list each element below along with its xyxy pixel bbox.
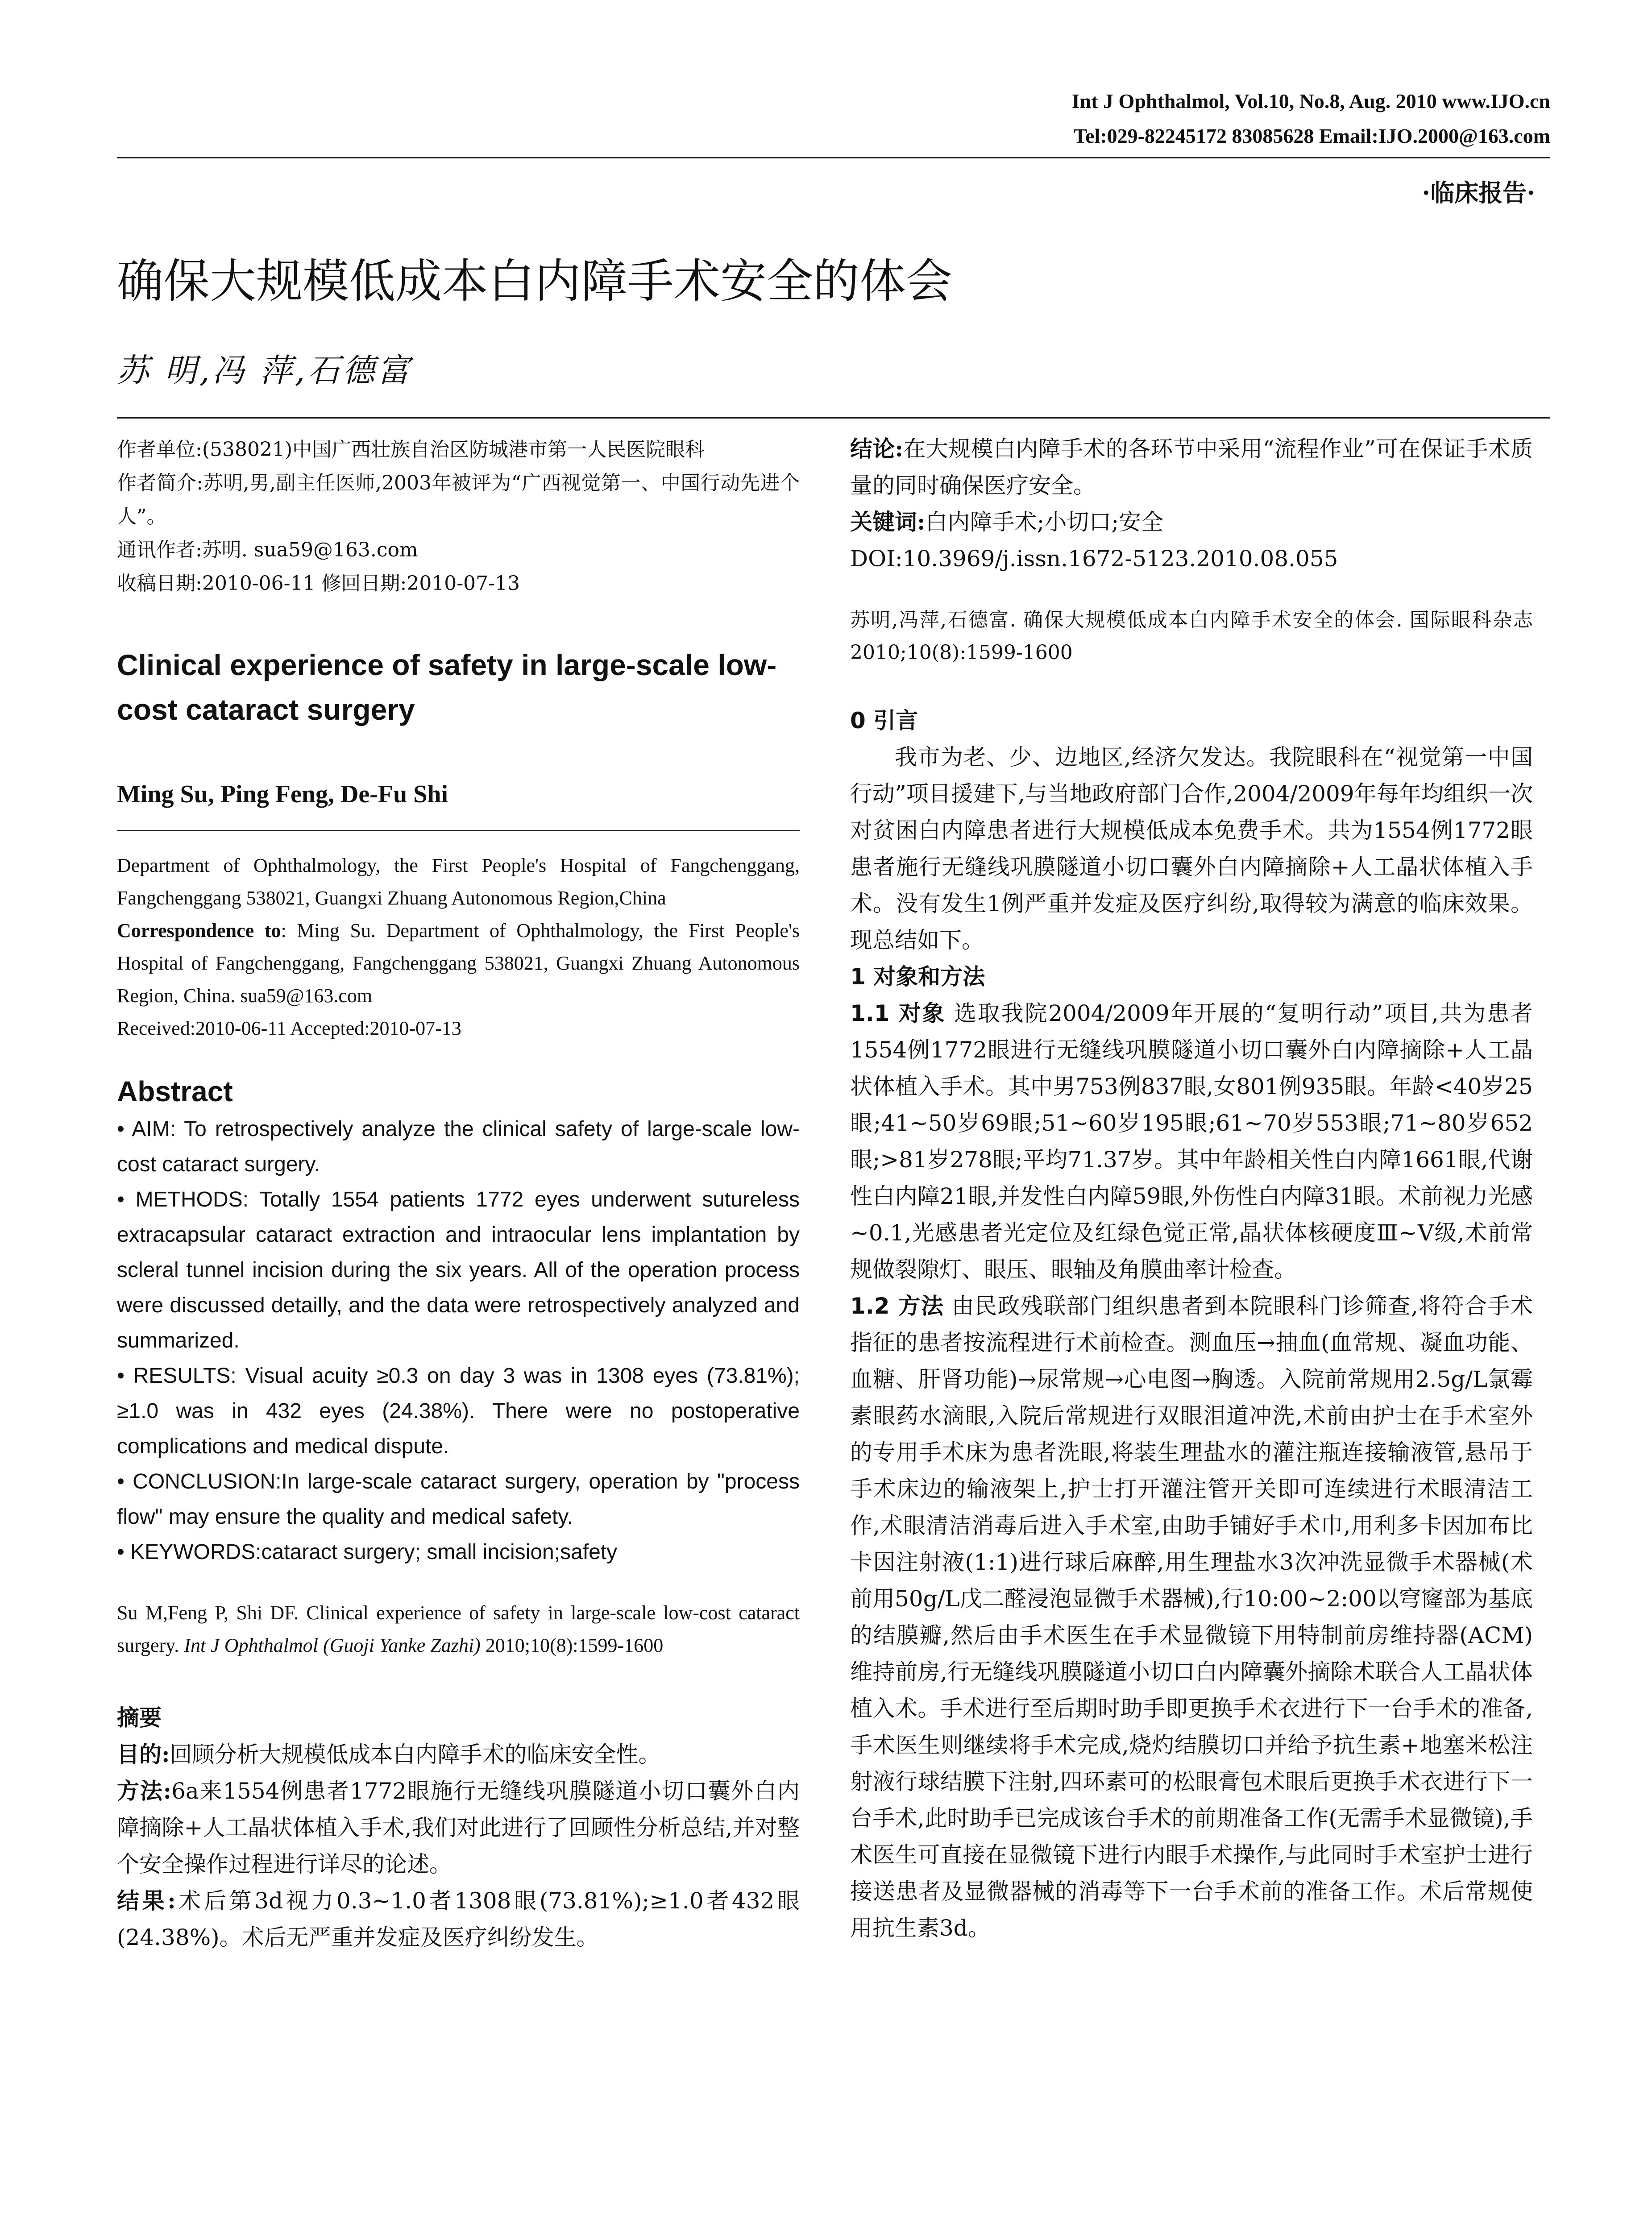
methods-text: 6a来1554例患者1772眼施行无缝线巩膜隧道小切口囊外白内障摘除+人工晶状体植入手术,我们对此进行了回顾性分析总结,并对整个安全操作过程进行详尽的论述。	[117, 1778, 800, 1877]
objective-label: 目的:	[117, 1741, 170, 1767]
received-en: Received:2010-06-11 Accepted:2010-07-13	[117, 1017, 461, 1039]
conclusion-text: 在大规模白内障手术的各环节中采用“流程作业”可在保证手术质量的同时确保医疗安全。	[850, 436, 1533, 498]
zhaiyao-conclusion	[850, 431, 1533, 504]
section-1-2-text: 由民政残联部门组织患者到本院眼科门诊筛查,将符合手术指征的患者按流程进行术前检查。测血压→抽血(血常规、凝血功能、血糖、肝肾功能)→尿常规→心电图→胸透。入院前常规用2.5g/L氯霉素眼药水滴眼,入院后常规进行双眼泪道冲洗,术前由护士在手术室外的专用手术床为患者洗眼,将装生理盐水的灌注瓶连接输液管,悬吊于手术床边的输液架上,护士打开灌注管开关即可连续进行术眼清洁工作,术眼清洁消毒后进入手术室,由助手铺好手术巾,用利多卡因加布比卡因注射液(1:1)进行球后麻醉,用生理盐水3次冲洗显微手术器械(术前用50g/L戊二醛浸泡显微手术器械),行10:00~2:00以穹窿部为基底的结膜瓣,然后由手术医生在手术显微镜下用特制前房维持器(ACM)维持前房,行无缝线巩膜隧道小切口白内障囊外摘除术联合人工晶状体植入术。手术进行至后期时助手即更换手术衣进行下一台手术的准备,手术医生则继续将手术完成,烧灼结膜切口并给予抗生素+地塞米松注射液行球结膜下注射,四环素可的松眼膏包术眼后更换手术衣进行下一台手术,此时助手已完成该台手术的前期准备工作(无需手术显微镜),手术医生可直接在显微镜下进行内眼手术操作,与此同时手术室护士进行接送患者及显微器械的消毒等下一台手术前的准备工作。术后常规使用抗生素3d。	[850, 1293, 1533, 1941]
results-label: 结果:	[117, 1887, 176, 1914]
abstract-methods: • METHODS: Totally 1554 patients 1772 eyes underwent sutureless extracapsular cataract extraction and intraocular lens implantation by scleral tunnel incision during the six years. All of the operation process were discussed detailly, and the data were retrospectively analyzed and summarized.	[117, 1188, 800, 1352]
citation-cn: 苏明,冯萍,石德富. 确保大规模低成本白内障手术安全的体会. 国际眼科杂志 2010;10(8):1599-1600	[850, 609, 1533, 664]
corresponding-author-cn: 通讯作者:苏明. sua59@163.com	[117, 539, 418, 561]
keywords-label: 关键词:	[850, 509, 926, 535]
left-column	[117, 433, 800, 1956]
correspondence-text: : Ming Su. Department of Ophthalmology, the First People's Hospital of Fangchenggang, Fangchenggang 538021, Guangxi Zhuang Autonomous Region, China. sua59@163.com	[117, 920, 800, 1007]
abstract-aim: • AIM: To retrospectively analyze the clinical safety of large-scale low-cost cataract surgery.	[117, 1117, 800, 1176]
abstract-conclusion: • CONCLUSION:In large-scale cataract surgery, operation by "process flow" may ensure the quality and medical safety.	[117, 1470, 800, 1529]
abstract-results: • RESULTS: Visual acuity ≥0.3 on day 3 was in 1308 eyes (73.81%); ≥1.0 was in 432 eyes (24.38%). There were no postoperative complications and medical dispute.	[117, 1364, 800, 1458]
author-rule	[117, 830, 800, 831]
citation-en-journal: Int J Ophthalmol (Guoji Yanke Zazhi)	[184, 1634, 481, 1656]
journal-citation-line: Int J Ophthalmol, Vol.10, No.8, Aug. 2010 www.IJO.cn	[1071, 90, 1550, 112]
authors-en: Ming Su, Ping Feng, De-Fu Shi	[117, 780, 448, 808]
right-column	[850, 431, 1533, 1946]
objective-text: 回顾分析大规模低成本白内障手术的临床安全性。	[170, 1742, 661, 1767]
zhaiyao-heading: 摘要	[117, 1705, 162, 1731]
author-affiliation-cn: 作者单位:(538021)中国广西壮族自治区防城港市第一人民医院眼科	[117, 438, 705, 461]
citation-en	[117, 1597, 800, 1662]
citation-en-authors: Su M,Feng P, Shi DF. Clinical experience of safety in large-scale low-cost cataract surgery.	[117, 1602, 800, 1656]
section-1-1-text: 选取我院2004/2009年开展的“复明行动”项目,共为患者1554例1772眼进行无缝线巩膜隧道小切口囊外白内障摘除+人工晶状体植入手术。其中男753例837眼,女801例935眼。年龄<40岁25眼;41~50岁69眼;51~60岁195眼;61~70岁553眼;71~80岁652眼;>81岁278眼;平均71.37岁。其中年龄相关性白内障1661眼,代谢性白内障21眼,并发性白内障59眼,外伤性白内障31眼。术前视力光感~0.1,光感患者光定位及红绿色觉正常,晶状体核硬度Ⅲ~Ⅴ级,术前常规做裂隙灯、眼压、眼轴及角膜曲率计检查。	[850, 1000, 1533, 1282]
keywords-text: 白内障手术;小切口;安全	[925, 509, 1164, 535]
results-text: 术后第3d视力0.3~1.0者1308眼(73.81%);≥1.0者432眼(24.38%)。术后无严重并发症及医疗纠纷发生。	[117, 1888, 800, 1950]
paper-title-cn: 确保大规模低成本白内障手术安全的体会	[117, 254, 953, 308]
section-0-text: 我市为老、少、边地区,经济欠发达。我院眼科在“视觉第一中国行动”项目援建下,与当地政府部门合作,2004/2009年每年均组织一次对贫困白内障患者进行大规模低成本免费手术。共为1554例1772眼患者施行无缝线巩膜隧道小切口囊外白内障摘除+人工晶状体植入手术。没有发生1例严重并发症及医疗纠纷,取得较为满意的临床效果。现总结如下。	[850, 744, 1533, 953]
conclusion-label: 结论:	[850, 435, 904, 462]
section-1-heading: 1 对象和方法	[850, 964, 985, 990]
abstract-heading: Abstract	[117, 1075, 233, 1107]
abstract-keywords: • KEYWORDS:cataract surgery; small incision;safety	[117, 1540, 618, 1564]
header-rule	[117, 157, 1550, 158]
authors-cn: 苏 明,冯 萍,石德富	[117, 352, 412, 389]
section-1-1-label: 1.1 对象	[850, 1000, 946, 1026]
section-1-1	[850, 995, 1533, 1288]
author-bio-cn: 作者简介:苏明,男,副主任医师,2003年被评为“广西视觉第一、中国行动先进个人”。	[117, 472, 800, 528]
citation-en-volume: 2010;10(8):1599-1600	[480, 1634, 664, 1656]
title-rule	[117, 417, 1550, 419]
journal-contact-line: Tel:029-82245172 83085628 Email:IJO.2000@163.com	[1073, 124, 1550, 147]
section-1-2	[850, 1288, 1533, 1946]
correspondence-en	[117, 914, 800, 1012]
zhaiyao-objective	[117, 1736, 800, 1773]
dates-cn: 收稿日期:2010-06-11 修回日期:2010-07-13	[117, 572, 520, 595]
paper-title-en: Clinical experience of safety in large-scale low-cost cataract surgery	[117, 648, 777, 726]
section-0-heading: 0 引言	[850, 708, 918, 734]
correspondence-label: Correspondence to	[117, 920, 281, 941]
journal-header	[1072, 84, 1550, 153]
affiliation-en: Department of Ophthalmology, the First People's Hospital of Fangchenggang, Fangchenggang 538021, Guangxi Zhuang Autonomous Region,China	[117, 854, 800, 909]
section-1-2-label: 1.2 方法	[850, 1293, 944, 1319]
section-label: ·临床报告·	[1422, 178, 1535, 207]
keywords-cn	[850, 504, 1533, 540]
zhaiyao-methods	[117, 1773, 800, 1883]
doi: DOI:10.3969/j.issn.1672-5123.2010.08.055	[850, 546, 1338, 572]
zhaiyao-results	[117, 1883, 800, 1956]
methods-label: 方法:	[117, 1778, 172, 1804]
